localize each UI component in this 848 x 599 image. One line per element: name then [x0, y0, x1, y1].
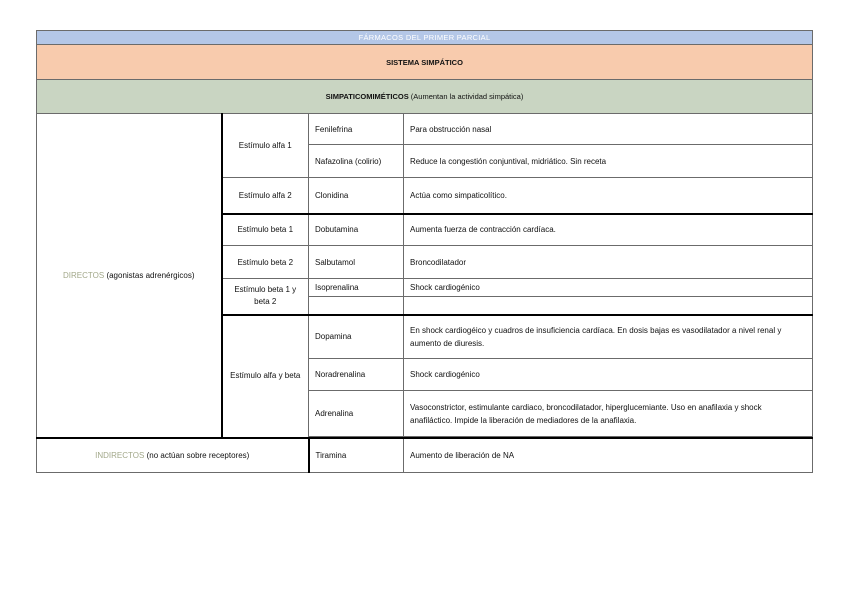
directos-note: (agonistas adrenérgicos): [106, 270, 195, 280]
drug-table: [36, 30, 813, 473]
receptor-beta1: Estímulo beta 1: [222, 214, 309, 246]
group-note: (Aumentan la actividad simpática): [410, 92, 524, 101]
drug-name: Dopamina: [309, 315, 404, 359]
drug-use: Vasoconstrictor, estimulante cardiaco, broncodilatador, hiperglucemiante. Uso en anafilaxia y shock anafiláctico. Impide la liberación de mediadores de la anafilaxia.: [404, 391, 813, 437]
drug-name: Tiramina: [309, 438, 404, 472]
table-row: [37, 114, 813, 145]
indirectos-label: INDIRECTOS: [95, 450, 145, 460]
drug-name: Salbutamol: [309, 246, 404, 279]
drug-name: Fenilefrina: [309, 114, 404, 145]
drug-use: Broncodilatador: [404, 246, 813, 279]
receptor-alfa1: Estímulo alfa 1: [222, 114, 309, 178]
drug-use: Shock cardiogénico: [404, 359, 813, 391]
drug-name: Noradrenalina: [309, 359, 404, 391]
receptor-alfabeta: Estímulo alfa y beta: [222, 315, 309, 439]
directos-cell: [37, 114, 222, 439]
drug-name: Dobutamina: [309, 214, 404, 246]
indirectos-cell: [37, 438, 309, 472]
drug-use: Aumenta fuerza de contracción cardíaca.: [404, 214, 813, 246]
drug-name: Nafazolina (colirio): [309, 145, 404, 178]
drug-name: Clonidina: [309, 178, 404, 214]
table-title: FÁRMACOS DEL PRIMER PARCIAL: [37, 31, 813, 45]
directos-label: DIRECTOS: [63, 270, 105, 280]
drug-name-empty: [309, 297, 404, 315]
group-name: SIMPATICOMIMÉTICOS: [325, 92, 409, 101]
receptor-beta12: Estímulo beta 1 y beta 2: [222, 279, 309, 315]
drug-use: En shock cardiogéico y cuadros de insuficiencia cardíaca. En dosis bajas es vasodilatador a nivel renal y aumento de diuresis.: [404, 315, 813, 359]
group-row: [37, 80, 813, 114]
indirectos-note: (no actúan sobre receptores): [146, 450, 250, 460]
title-row: [37, 31, 813, 45]
group-heading: [37, 80, 813, 114]
drug-name: Isoprenalina: [309, 279, 404, 297]
drug-use: Reduce la congestión conjuntival, midriático. Sin receta: [404, 145, 813, 178]
drug-use: Para obstrucción nasal: [404, 114, 813, 145]
drug-use-empty: [404, 297, 813, 315]
system-row: [37, 45, 813, 80]
receptor-alfa2: Estímulo alfa 2: [222, 178, 309, 214]
drug-use: Actúa como simpaticolítico.: [404, 178, 813, 214]
drug-use: Shock cardiogénico: [404, 279, 813, 297]
drug-name: Adrenalina: [309, 391, 404, 437]
table-row: [37, 438, 813, 472]
drug-use: Aumento de liberación de NA: [404, 438, 813, 472]
system-heading: SISTEMA SIMPÁTICO: [37, 45, 813, 80]
receptor-beta2: Estímulo beta 2: [222, 246, 309, 279]
